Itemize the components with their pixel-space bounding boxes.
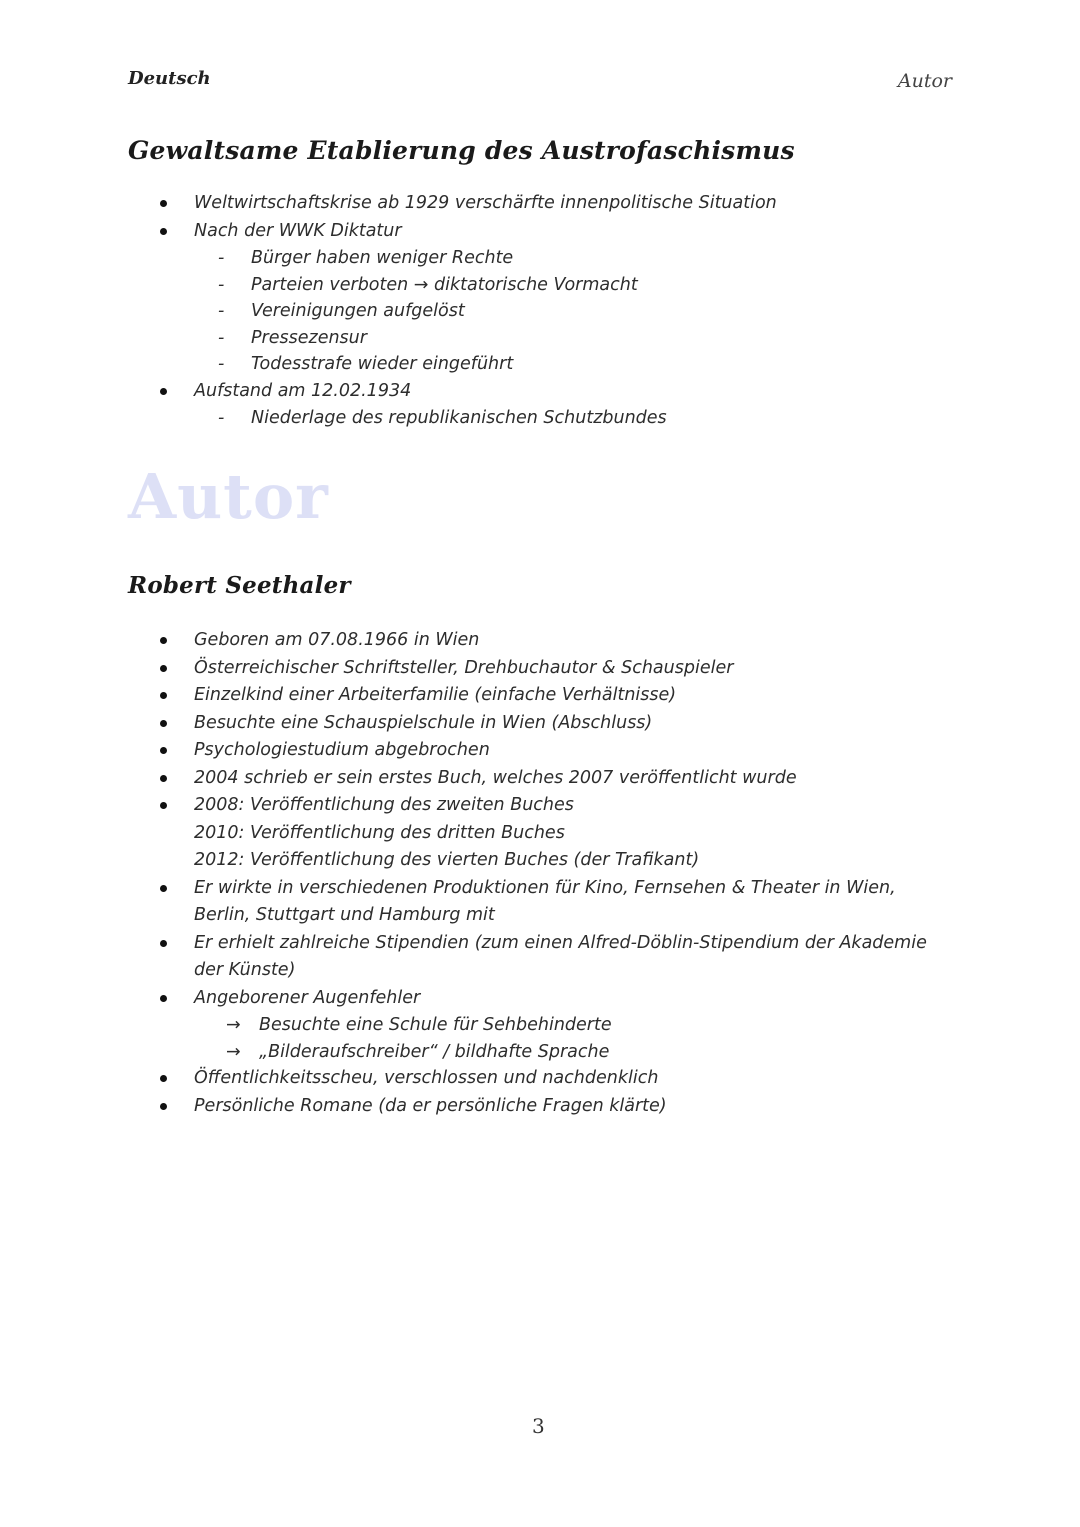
bullet-icon [160, 747, 167, 754]
bullet-icon [160, 885, 167, 892]
list-item [0, 655, 1080, 683]
list-item [0, 875, 1080, 930]
list-item-text: Weltwirtschaftskrise ab 1929 verschärfte innenpolitische Situation [194, 193, 777, 213]
bullet-icon [160, 692, 167, 699]
sub-list-item [194, 405, 930, 432]
list-item-text: Einzelkind einer Arbeiterfamilie (einfache Verhältnisse) [194, 685, 677, 705]
bullet-icon [160, 1103, 167, 1110]
sub-list-item-text: Bürger haben weniger Rechte [251, 248, 514, 268]
bullet-icon [160, 200, 167, 207]
list-item [0, 190, 1080, 218]
dash-icon: - [218, 408, 225, 428]
book-line: 2012: Veröffentlichung des vierten Buches (der Trafikant) [194, 850, 700, 870]
sub-list-item [194, 325, 930, 352]
bullet-icon [160, 637, 167, 644]
list-item-text: Psychologiestudium abgebrochen [194, 740, 490, 760]
list-item-text: Öffentlichkeitsscheu, verschlossen und nachdenklich [194, 1068, 659, 1088]
bullet-icon [160, 228, 167, 235]
list-item-text: Geboren am 07.08.1966 in Wien [194, 630, 480, 650]
list-item-text: Nach der WWK Diktatur [194, 220, 402, 241]
list-item [0, 737, 1080, 765]
list-item [0, 792, 1080, 875]
sub-list-item-text: Parteien verboten → diktatorische Vormacht [251, 274, 638, 295]
list-item [0, 378, 1080, 432]
book-line: 2008: Veröffentlichung des zweiten Buches [194, 795, 574, 815]
list-item-text: Besuchte eine Schauspielschule in Wien (Abschluss) [194, 712, 653, 733]
sub-list-item-text: Todesstrafe wieder eingeführt [251, 354, 514, 374]
dash-icon: - [218, 354, 225, 374]
sub-list-item [194, 245, 930, 272]
list-item-text: Persönliche Romane (da er persönliche Fragen klärte) [194, 1095, 667, 1116]
list-item [0, 765, 1080, 793]
book-line: 2010: Veröffentlichung des dritten Buches [194, 822, 565, 843]
autor-heading: Autor [128, 460, 329, 533]
sub-list-item [194, 1039, 930, 1066]
list-item [0, 1093, 1080, 1121]
bullet-icon [160, 1075, 167, 1082]
bullet-icon [160, 775, 167, 782]
bullet-icon [160, 720, 167, 727]
sub-list-item-text: „Bilderaufschreiber“ / bildhafte Sprache [259, 1041, 610, 1062]
sub-list-item-text: Pressezensur [251, 327, 367, 348]
sub-list-item [194, 272, 930, 299]
arrow-right-icon: → [226, 1015, 241, 1035]
dash-icon: - [218, 301, 225, 321]
sub-list-item [194, 351, 930, 378]
list-item [0, 682, 1080, 710]
list-item-text: Angeborener Augenfehler [194, 987, 421, 1008]
bullet-icon [160, 940, 167, 947]
list-item [0, 985, 1080, 1066]
bullet-icon [160, 388, 167, 395]
sub-list-item [194, 298, 930, 325]
list-item [0, 627, 1080, 655]
sub-list-item-text: Niederlage des republikanischen Schutzbundes [251, 408, 667, 428]
sub-list-item-text: Besuchte eine Schule für Sehbehinderte [259, 1015, 612, 1035]
list-item-text: Er wirkte in verschiedenen Produktionen für Kino, Fernsehen & Theater in Wien, Berlin, Stuttgart und Hamburg mit [194, 877, 896, 925]
list-item [0, 218, 1080, 378]
list-item-text: Aufstand am 12.02.1934 [194, 380, 412, 401]
dash-icon: - [218, 274, 225, 295]
list-item-text: Österreichischer Schriftsteller, Drehbuchautor & Schauspieler [194, 657, 734, 678]
list-item [0, 710, 1080, 738]
header-subject: Deutsch [128, 68, 211, 89]
aufstand-sublist [194, 405, 930, 432]
augenfehler-sublist [194, 1012, 930, 1065]
section-title-seethaler: Robert Seethaler [128, 572, 351, 599]
dash-icon: - [218, 327, 225, 348]
list-item-text: 2004 schrieb er sein erstes Buch, welches 2007 veröffentlicht wurde [194, 767, 797, 788]
list-item-text: Er erhielt zahlreiche Stipendien (zum einen Alfred-Döblin-Stipendium der Akademie der Künste) [194, 932, 927, 980]
austrofaschismus-list [0, 190, 1080, 432]
header-topic: Autor [897, 70, 952, 92]
bullet-icon [160, 665, 167, 672]
list-item [0, 1065, 1080, 1093]
bullet-icon [160, 802, 167, 809]
sub-list-item-text: Vereinigungen aufgelöst [251, 301, 465, 321]
bullet-icon [160, 995, 167, 1002]
diktatur-sublist [194, 245, 930, 378]
list-item [0, 930, 1080, 985]
arrow-right-icon: → [226, 1041, 241, 1062]
section-title-austrofaschismus: Gewaltsame Etablierung des Austrofaschismus [128, 136, 795, 165]
sub-list-item [194, 1012, 930, 1039]
seethaler-list [0, 627, 1080, 1120]
dash-icon: - [218, 248, 225, 268]
page-number: 3 [532, 1414, 545, 1438]
